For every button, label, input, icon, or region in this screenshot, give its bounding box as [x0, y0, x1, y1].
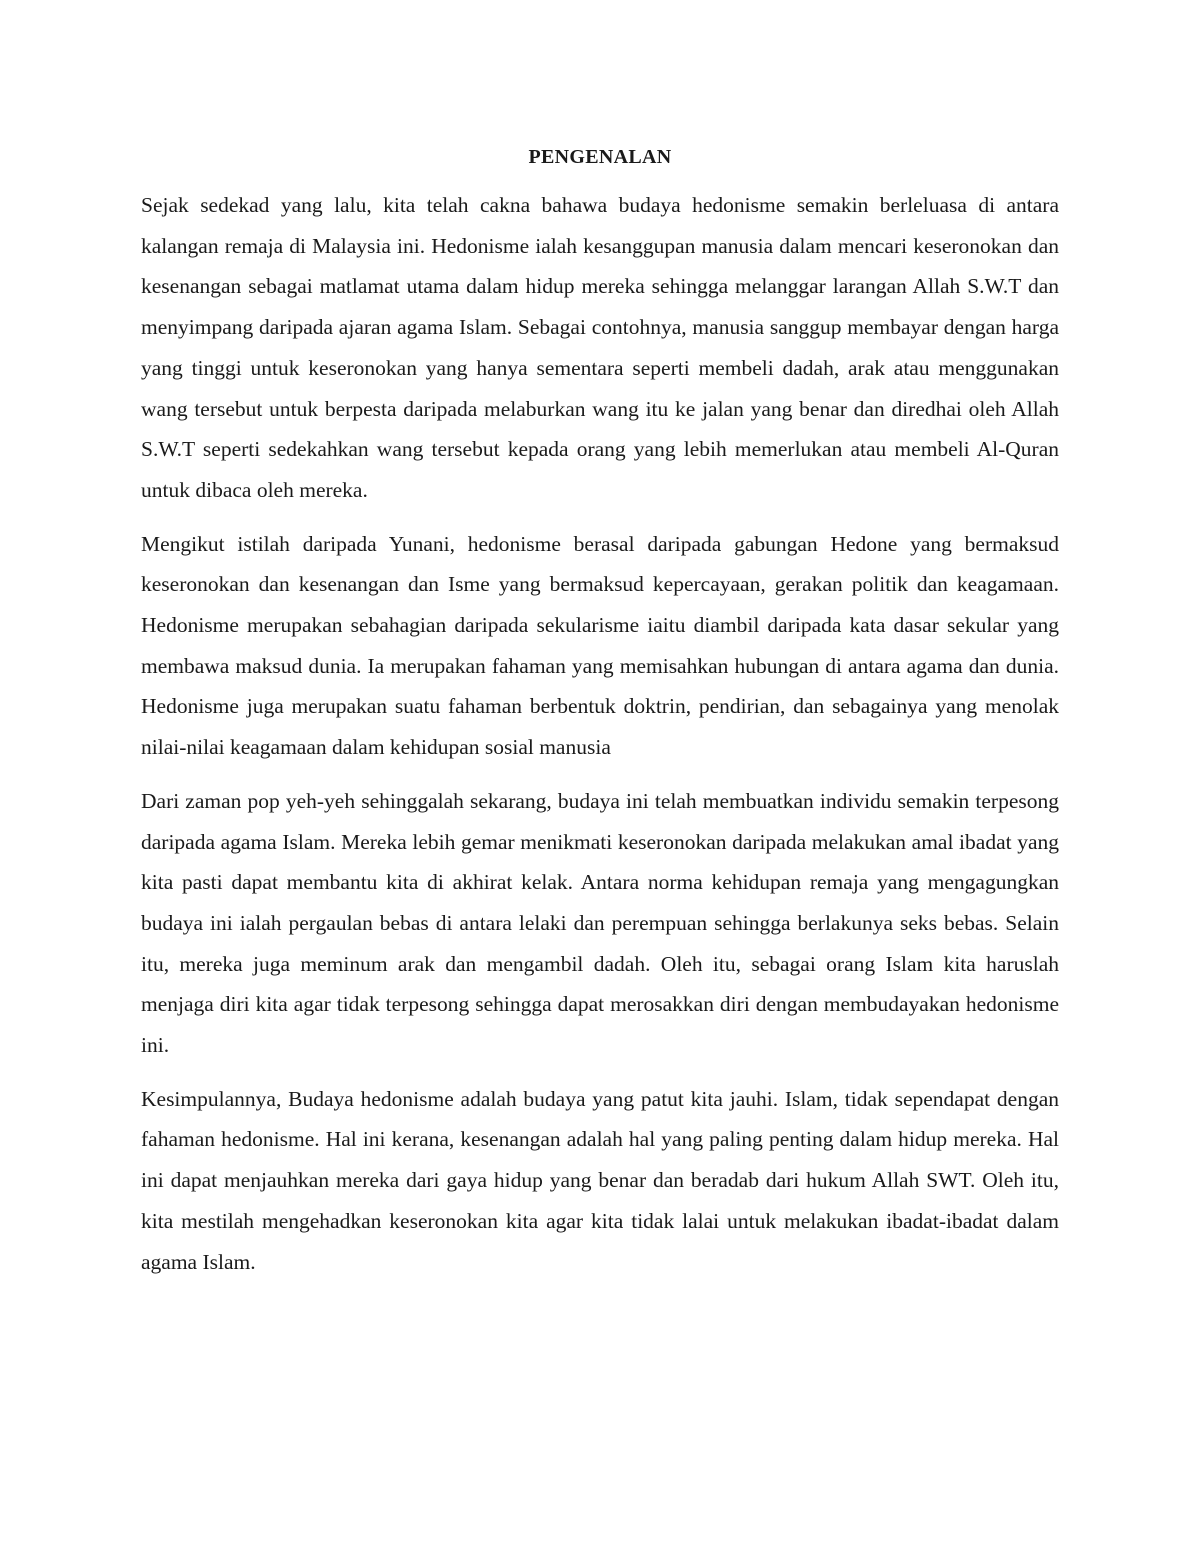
- paragraph-introduction: Sejak sedekad yang lalu, kita telah cakna bahawa budaya hedonisme semakin berleluasa di antara kalangan remaja di Malaysia ini. Hedonisme ialah kesanggupan manusia dalam mencari keseronokan dan kesenangan sebagai matlamat utama dalam hidup mereka sehingga melanggar larangan Allah S.W.T dan menyimpang daripada ajaran agama Islam. Sebagai contohnya, manusia sanggup membayar dengan harga yang tinggi untuk keseronokan yang hanya sementara seperti membeli dadah, arak atau menggunakan wang tersebut untuk berpesta daripada melaburkan wang itu ke jalan yang benar dan diredhai oleh Allah S.W.T seperti sedekahkan wang tersebut kepada orang yang lebih memerlukan atau membeli Al-Quran untuk dibaca oleh mereka.: [141, 193, 1059, 502]
- paragraph-conclusion: Kesimpulannya, Budaya hedonisme adalah budaya yang patut kita jauhi. Islam, tidak sependapat dengan fahaman hedonisme. Hal ini kerana, kesenangan adalah hal yang paling penting dalam hidup mereka. Hal ini dapat menjauhkan mereka dari gaya hidup yang benar dan beradab dari hukum Allah SWT. Oleh itu, kita mestilah mengehadkan keseronokan kita agar kita tidak lalai untuk melakukan ibadat-ibadat dalam agama Islam.: [141, 1086, 1059, 1274]
- paragraph-definition: Mengikut istilah daripada Yunani, hedonisme berasal daripada gabungan Hedone yang bermaksud keseronokan dan kesenangan dan Isme yang bermaksud kepercayaan, gerakan politik dan keagamaan. Hedonisme merupakan sebahagian daripada sekularisme iaitu diambil daripada kata dasar sekular yang membawa maksud dunia. Ia merupakan fahaman yang memisahkan hubungan di antara agama dan dunia. Hedonisme juga merupakan suatu fahaman berbentuk doktrin, pendirian, dan sebagainya yang menolak nilai-nilai keagamaan dalam kehidupan sosial manusia: [141, 531, 1059, 760]
- document-title: PENGENALAN: [528, 146, 672, 168]
- paragraph-effects: Dari zaman pop yeh-yeh sehinggalah sekarang, budaya ini telah membuatkan individu semakin terpesong daripada agama Islam. Mereka lebih gemar menikmati keseronokan daripada melakukan amal ibadat yang kita pasti dapat membantu kita di akhirat kelak. Antara norma kehidupan remaja yang mengagungkan budaya ini ialah pergaulan bebas di antara lelaki dan perempuan sehingga berlakunya seks bebas. Selain itu, mereka juga meminum arak dan mengambil dadah. Oleh itu, sebagai orang Islam kita haruslah menjaga diri kita agar tidak terpesong sehingga dapat merosakkan diri dengan membudayakan hedonisme ini.: [141, 788, 1059, 1058]
- document-body: [141, 140, 1059, 1295]
